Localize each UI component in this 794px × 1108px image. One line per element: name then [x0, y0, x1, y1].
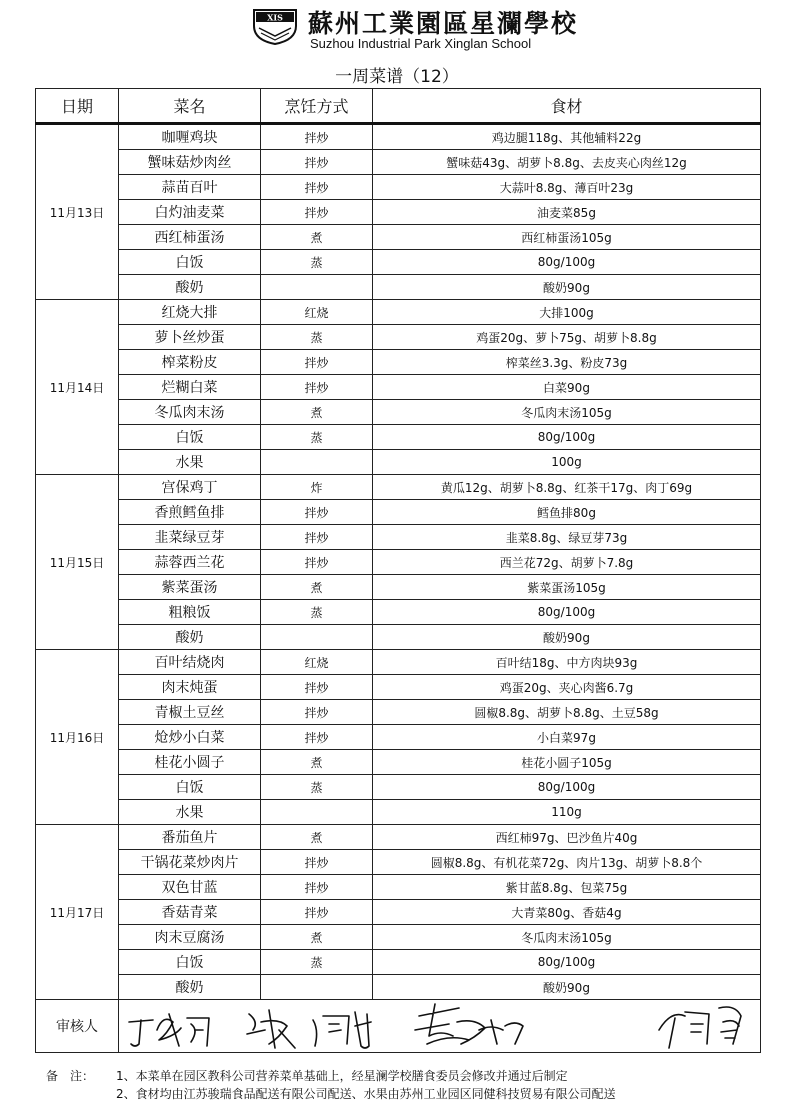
column-header-dish: 菜名	[119, 89, 261, 124]
ingredients-cell: 大青菜80g、香菇4g	[373, 900, 761, 925]
method-cell: 蒸	[261, 600, 373, 625]
table-row	[36, 225, 761, 250]
ingredients-cell: 80g/100g	[373, 250, 761, 275]
ingredients-cell: 酸奶90g	[373, 275, 761, 300]
table-row	[36, 200, 761, 225]
table-row	[36, 950, 761, 975]
date-cell: 11月15日	[36, 475, 119, 650]
method-cell: 拌炒	[261, 550, 373, 575]
date-cell: 11月13日	[36, 124, 119, 300]
column-header-ingredients: 食材	[373, 89, 761, 124]
ingredients-cell: 80g/100g	[373, 425, 761, 450]
dish-cell: 冬瓜肉末汤	[119, 400, 261, 425]
table-row	[36, 150, 761, 175]
method-cell: 拌炒	[261, 350, 373, 375]
dish-cell: 桂花小圆子	[119, 750, 261, 775]
ingredients-cell: 紫甘蓝8.8g、包菜75g	[373, 875, 761, 900]
dish-cell: 西红柿蛋汤	[119, 225, 261, 250]
method-cell: 蒸	[261, 325, 373, 350]
ingredients-cell: 油麦菜85g	[373, 200, 761, 225]
ingredients-cell: 圆椒8.8g、胡萝卜8.8g、土豆58g	[373, 700, 761, 725]
method-cell: 煮	[261, 925, 373, 950]
dish-cell: 肉末豆腐汤	[119, 925, 261, 950]
table-row	[36, 325, 761, 350]
column-header-method: 烹饪方式	[261, 89, 373, 124]
dish-cell: 水果	[119, 450, 261, 475]
table-row	[36, 850, 761, 875]
dish-cell: 香菇青菜	[119, 900, 261, 925]
table-row	[36, 175, 761, 200]
table-row	[36, 124, 761, 150]
ingredients-cell: 紫菜蛋汤105g	[373, 575, 761, 600]
method-cell: 红烧	[261, 300, 373, 325]
method-cell	[261, 975, 373, 1000]
method-cell: 拌炒	[261, 875, 373, 900]
method-cell: 拌炒	[261, 175, 373, 200]
ingredients-cell: 百叶结18g、中方肉块93g	[373, 650, 761, 675]
dish-cell: 酸奶	[119, 275, 261, 300]
table-row	[36, 900, 761, 925]
dish-cell: 白饭	[119, 425, 261, 450]
method-cell: 拌炒	[261, 525, 373, 550]
dish-cell: 双色甘蓝	[119, 875, 261, 900]
ingredients-cell: 西红柿97g、巴沙鱼片40g	[373, 825, 761, 850]
dish-cell: 炝炒小白菜	[119, 725, 261, 750]
table-row	[36, 250, 761, 275]
method-cell: 炸	[261, 475, 373, 500]
ingredients-cell: 大排100g	[373, 300, 761, 325]
school-header	[0, 0, 794, 60]
ingredients-cell: 80g/100g	[373, 600, 761, 625]
table-row	[36, 800, 761, 825]
ingredients-cell: 80g/100g	[373, 775, 761, 800]
table-row	[36, 425, 761, 450]
ingredients-cell: 西兰花72g、胡萝卜7.8g	[373, 550, 761, 575]
dish-cell: 萝卜丝炒蛋	[119, 325, 261, 350]
table-row	[36, 375, 761, 400]
ingredients-cell: 酸奶90g	[373, 625, 761, 650]
method-cell: 蒸	[261, 950, 373, 975]
table-row	[36, 625, 761, 650]
note-item: 2、食材均由江苏骏瑞食品配送有限公司配送、水果由苏州工业园区同健科技贸易有限公司配送	[116, 1087, 616, 1101]
table-row	[36, 525, 761, 550]
school-logo	[250, 6, 300, 46]
date-cell: 11月16日	[36, 650, 119, 825]
dish-cell: 咖喱鸡块	[119, 124, 261, 150]
table-row	[36, 825, 761, 850]
date-cell: 11月14日	[36, 300, 119, 475]
table-row	[36, 775, 761, 800]
method-cell: 拌炒	[261, 150, 373, 175]
dish-cell: 烂糊白菜	[119, 375, 261, 400]
method-cell	[261, 625, 373, 650]
dish-cell: 紫菜蛋汤	[119, 575, 261, 600]
ingredients-cell: 80g/100g	[373, 950, 761, 975]
method-cell: 煮	[261, 225, 373, 250]
logo-text: XIS	[267, 12, 283, 23]
dish-cell: 酸奶	[119, 625, 261, 650]
dish-cell: 榨菜粉皮	[119, 350, 261, 375]
ingredients-cell: 韭菜8.8g、绿豆芽73g	[373, 525, 761, 550]
method-cell: 蒸	[261, 775, 373, 800]
table-row	[36, 575, 761, 600]
column-header-date: 日期	[36, 89, 119, 124]
dish-cell: 蒜蓉西兰花	[119, 550, 261, 575]
dish-cell: 香煎鳕鱼排	[119, 500, 261, 525]
table-row	[36, 650, 761, 675]
method-cell	[261, 450, 373, 475]
dish-cell: 青椒土豆丝	[119, 700, 261, 725]
ingredients-cell: 鸡蛋20g、萝卜75g、胡萝卜8.8g	[373, 325, 761, 350]
dish-cell: 百叶结烧肉	[119, 650, 261, 675]
signatures-image	[119, 1000, 759, 1052]
table-row	[36, 675, 761, 700]
dish-cell: 蟹味菇炒肉丝	[119, 150, 261, 175]
method-cell: 拌炒	[261, 500, 373, 525]
method-cell: 红烧	[261, 650, 373, 675]
method-cell: 拌炒	[261, 200, 373, 225]
method-cell: 煮	[261, 400, 373, 425]
menu-body	[36, 124, 761, 1000]
method-cell	[261, 275, 373, 300]
method-cell: 拌炒	[261, 375, 373, 400]
table-row	[36, 975, 761, 1000]
ingredients-cell: 圆椒8.8g、有机花菜72g、肉片13g、胡萝卜8.8个	[373, 850, 761, 875]
dish-cell: 宫保鸡丁	[119, 475, 261, 500]
table-row	[36, 300, 761, 325]
ingredients-cell: 鸡边腿118g、其他辅料22g	[373, 124, 761, 150]
method-cell: 拌炒	[261, 675, 373, 700]
menu-table	[35, 88, 761, 1053]
table-row	[36, 275, 761, 300]
dish-cell: 水果	[119, 800, 261, 825]
ingredients-cell: 冬瓜肉末汤105g	[373, 925, 761, 950]
dish-cell: 番茄鱼片	[119, 825, 261, 850]
ingredients-cell: 大蒜叶8.8g、薄百叶23g	[373, 175, 761, 200]
dish-cell: 红烧大排	[119, 300, 261, 325]
dish-cell: 白灼油麦菜	[119, 200, 261, 225]
dish-cell: 酸奶	[119, 975, 261, 1000]
ingredients-cell: 冬瓜肉末汤105g	[373, 400, 761, 425]
method-cell: 拌炒	[261, 850, 373, 875]
reviewer-label: 审核人	[36, 1000, 119, 1053]
ingredients-cell: 蟹味菇43g、胡萝卜8.8g、去皮夹心肉丝12g	[373, 150, 761, 175]
table-row	[36, 925, 761, 950]
ingredients-cell: 100g	[373, 450, 761, 475]
ingredients-cell: 酸奶90g	[373, 975, 761, 1000]
school-name-en: Suzhou Industrial Park Xinglan School	[310, 36, 532, 51]
table-row	[36, 750, 761, 775]
method-cell: 拌炒	[261, 725, 373, 750]
method-cell: 煮	[261, 825, 373, 850]
school-name-cn: 蘇州工業園區星瀾學校	[308, 9, 579, 38]
dish-cell: 粗粮饭	[119, 600, 261, 625]
table-row	[36, 500, 761, 525]
method-cell: 蒸	[261, 250, 373, 275]
table-row	[36, 475, 761, 500]
method-cell: 蒸	[261, 425, 373, 450]
dish-cell: 肉末炖蛋	[119, 675, 261, 700]
method-cell: 拌炒	[261, 900, 373, 925]
method-cell: 拌炒	[261, 700, 373, 725]
dish-cell: 蒜苗百叶	[119, 175, 261, 200]
table-row	[36, 600, 761, 625]
reviewer-row	[36, 1000, 761, 1053]
table-row	[36, 450, 761, 475]
table-row	[36, 700, 761, 725]
dish-cell: 白饭	[119, 950, 261, 975]
table-header-row	[36, 89, 761, 124]
ingredients-cell: 小白菜97g	[373, 725, 761, 750]
table-row	[36, 875, 761, 900]
dish-cell: 韭菜绿豆芽	[119, 525, 261, 550]
method-cell: 拌炒	[261, 124, 373, 150]
date-cell: 11月17日	[36, 825, 119, 1000]
table-row	[36, 725, 761, 750]
ingredients-cell: 鸡蛋20g、夹心肉酱6.7g	[373, 675, 761, 700]
method-cell: 煮	[261, 750, 373, 775]
notes-label: 备 注：	[46, 1069, 95, 1083]
ingredients-cell: 110g	[373, 800, 761, 825]
ingredients-cell: 黄瓜12g、胡萝卜8.8g、红茶干17g、肉丁69g	[373, 475, 761, 500]
ingredients-cell: 西红柿蛋汤105g	[373, 225, 761, 250]
ingredients-cell: 白菜90g	[373, 375, 761, 400]
ingredients-cell: 桂花小圆子105g	[373, 750, 761, 775]
dish-cell: 干锅花菜炒肉片	[119, 850, 261, 875]
table-row	[36, 400, 761, 425]
method-cell	[261, 800, 373, 825]
dish-cell: 白饭	[119, 775, 261, 800]
dish-cell: 白饭	[119, 250, 261, 275]
signature-area	[119, 1000, 761, 1053]
ingredients-cell: 鳕鱼排80g	[373, 500, 761, 525]
note-item: 1、本菜单在园区教科公司营养菜单基础上，经星澜学校膳食委员会修改并通过后制定	[116, 1069, 568, 1083]
table-row	[36, 550, 761, 575]
method-cell: 煮	[261, 575, 373, 600]
table-row	[36, 350, 761, 375]
ingredients-cell: 榨菜丝3.3g、粉皮73g	[373, 350, 761, 375]
page-title: 一周菜谱（12）	[335, 67, 459, 87]
